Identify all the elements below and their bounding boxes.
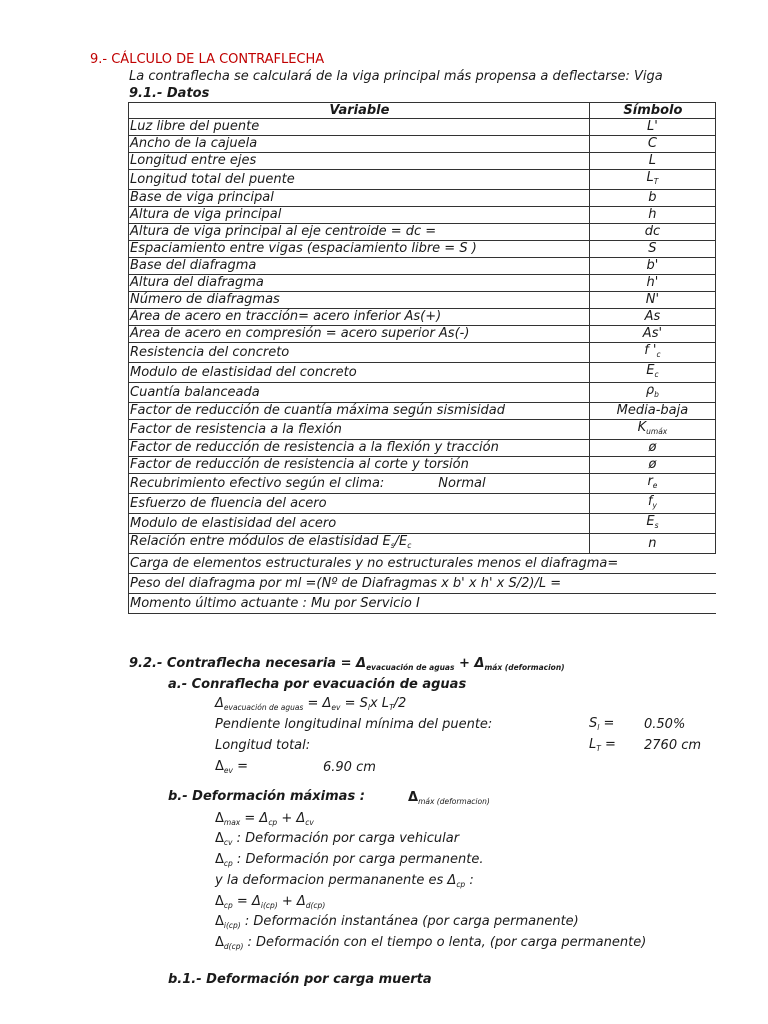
table-row — [129, 170, 716, 190]
table-row — [129, 403, 716, 420]
table-row — [129, 514, 716, 534]
table-row — [129, 136, 716, 153]
full-width-cell: Carga de elementos estructurales y no estructurales menos el diafragma= — [129, 554, 716, 574]
variable-cell: Factor de reducción de resistencia al corte y torsión — [129, 457, 590, 474]
symbol-cell: L — [589, 153, 715, 170]
table-row — [129, 153, 716, 170]
variable-cell: Área de acero en tracción= acero inferior As(+) — [129, 309, 590, 326]
variable-cell: Resistencia del concreto — [129, 343, 590, 363]
symbol-cell: b' — [589, 258, 715, 275]
symbol-cell: ø — [589, 440, 715, 457]
full-width-cell: Peso del diafragma por ml =(Nº de Diafragmas x b' x h' x S/2)/L = — [129, 574, 716, 594]
symbol-cell: C — [589, 136, 715, 153]
symbol-cell: S — [589, 241, 715, 258]
table-row — [129, 440, 716, 457]
table-row — [129, 224, 716, 241]
table-row — [129, 420, 716, 440]
variable-cell: Modulo de elastisidad del acero — [129, 514, 590, 534]
symbol-cell: As — [589, 309, 715, 326]
a-formula: $\Delta_{evacuación de aguas} = \Delta_{ev} = S_lx$ $L_T/2$ — [215, 696, 407, 712]
col-simbolo-header: Símbolo — [589, 103, 715, 119]
variable-cell: Luz libre del puente — [129, 119, 590, 136]
symbol-cell: $f_y$ — [589, 494, 715, 514]
full-width-cell: Momento último actuante : Mu por Servicio I — [129, 594, 716, 614]
a-heading: a.- Conraflecha por evacuación de aguas — [168, 677, 467, 692]
variable-cell: Longitud entre ejes — [129, 153, 590, 170]
symbol-cell: n — [589, 534, 715, 554]
b-heading: b.- Deformación máximas : — [168, 789, 365, 804]
table-row — [129, 574, 716, 594]
variable-cell: Factor de reducción de resistencia a la flexión y tracción — [129, 440, 590, 457]
table-row — [129, 275, 716, 292]
symbol-cell: $r_e$ — [589, 474, 715, 494]
symbol-cell: $E_s$ — [589, 514, 715, 534]
pendiente-label: Pendiente longitudinal mínima del puente: — [215, 717, 493, 732]
pendiente-symbol: $S_l$ = — [589, 716, 615, 732]
table-row — [129, 258, 716, 275]
variable-cell: Recubrimiento efectivo según el clima: Normal — [129, 474, 590, 494]
variable-cell: Altura del diafragma — [129, 275, 590, 292]
longitud-value: 2760 cm — [644, 738, 702, 753]
deformation-line: $\Delta_{d(cp)}$ : Deformación con el tiempo o lenta, (por carga permanente) — [215, 935, 647, 951]
variable-cell: Ancho de la cajuela — [129, 136, 590, 153]
symbol-cell: b — [589, 190, 715, 207]
deformation-line: $\Delta_{i(cp)}$ : Deformación instantánea (por carga permanente) — [215, 914, 579, 930]
variable-cell: Cuantía balanceada — [129, 383, 590, 403]
symbol-cell: h — [589, 207, 715, 224]
table-row — [129, 534, 716, 554]
symbol-cell: h' — [589, 275, 715, 292]
symbol-cell: ø — [589, 457, 715, 474]
deformation-line: $\Delta_{cv}$ : Deformación por carga vehicular — [215, 831, 460, 847]
variable-cell: Modulo de elastisidad del concreto — [129, 363, 590, 383]
symbol-cell: Media-baja — [589, 403, 715, 420]
table-row — [129, 190, 716, 207]
symbol-cell: As' — [589, 326, 715, 343]
variable-cell: Factor de resistencia a la flexión — [129, 420, 590, 440]
longitud-symbol: $L_T$ = — [589, 737, 616, 753]
symbol-cell: $L_T$ — [589, 170, 715, 190]
variable-cell: Factor de reducción de cuantía máxima según sismisidad — [129, 403, 590, 420]
dev-value: 6.90 cm — [323, 760, 376, 775]
table-row — [129, 474, 716, 494]
symbol-cell: $\rho_b$ — [589, 383, 715, 403]
table-row — [129, 494, 716, 514]
table-row — [129, 594, 716, 614]
variable-cell: Esfuerzo de fluencia del acero — [129, 494, 590, 514]
b1-heading: b.1.- Deformación por carga muerta — [168, 972, 432, 987]
table-row — [129, 363, 716, 383]
table-row — [129, 119, 716, 136]
symbol-cell: L' — [589, 119, 715, 136]
table-row — [129, 292, 716, 309]
intro-text: La contraflecha se calculará de la viga principal más propensa a deflectarse: Viga — [129, 69, 663, 84]
variable-cell: Base del diafragma — [129, 258, 590, 275]
table-row — [129, 241, 716, 258]
variable-cell: Altura de viga principal al eje centroide = dc = — [129, 224, 590, 241]
variable-cell: Relación entre módulos de elastisidad $E_s/E_c$ — [129, 534, 590, 554]
deformation-line: $\Delta_{cp} = \Delta_{i(cp)} + \Delta_{d(cp)}$ — [215, 894, 326, 910]
section-title: 9.- CÁLCULO DE LA CONTRAFLECHA — [90, 52, 325, 67]
variable-cell: Longitud total del puente — [129, 170, 590, 190]
variable-cell: Área de acero en compresión = acero superior As(-) — [129, 326, 590, 343]
table-row — [129, 383, 716, 403]
deformation-line: $\Delta_{max} = \Delta_{cp} + \Delta_{cv}$ — [215, 811, 314, 827]
table-row — [129, 343, 716, 363]
table-row — [129, 554, 716, 574]
datos-table — [128, 102, 716, 614]
symbol-cell: $K_{umáx}$ — [589, 420, 715, 440]
symbol-cell: f '$_c$ — [589, 343, 715, 363]
b-symbol: $\Delta_{máx (deformacion)}$ — [408, 790, 490, 806]
table-row — [129, 309, 716, 326]
table-row — [129, 457, 716, 474]
pendiente-value: 0.50% — [644, 717, 686, 732]
table-header-row — [129, 103, 716, 119]
symbol-cell: $E_c$ — [589, 363, 715, 383]
variable-cell: Base de viga principal — [129, 190, 590, 207]
col-variable-header: Variable — [129, 103, 590, 119]
variable-cell: Espaciamiento entre vigas (espaciamiento libre = S ) — [129, 241, 590, 258]
table-row — [129, 326, 716, 343]
table-body — [129, 119, 716, 614]
contraflecha-heading: 9.2.- Contraflecha necesaria = $\Delta_{evacuación de aguas} + \Delta_{máx (deformacion)}$ — [129, 656, 565, 672]
symbol-cell: dc — [589, 224, 715, 241]
variable-cell: Altura de viga principal — [129, 207, 590, 224]
dev-label: $\Delta_{ev}$ = — [215, 759, 248, 775]
datos-heading: 9.1.- Datos — [129, 86, 210, 101]
longitud-label: Longitud total: — [215, 738, 311, 753]
deformation-line: y la deformacion permananente es $\Delta_{cp}$ : — [215, 873, 474, 889]
variable-cell: Número de diafragmas — [129, 292, 590, 309]
symbol-cell: N' — [589, 292, 715, 309]
table-row — [129, 207, 716, 224]
deformation-line: $\Delta_{cp}$ : Deformación por carga permanente. — [215, 852, 484, 868]
